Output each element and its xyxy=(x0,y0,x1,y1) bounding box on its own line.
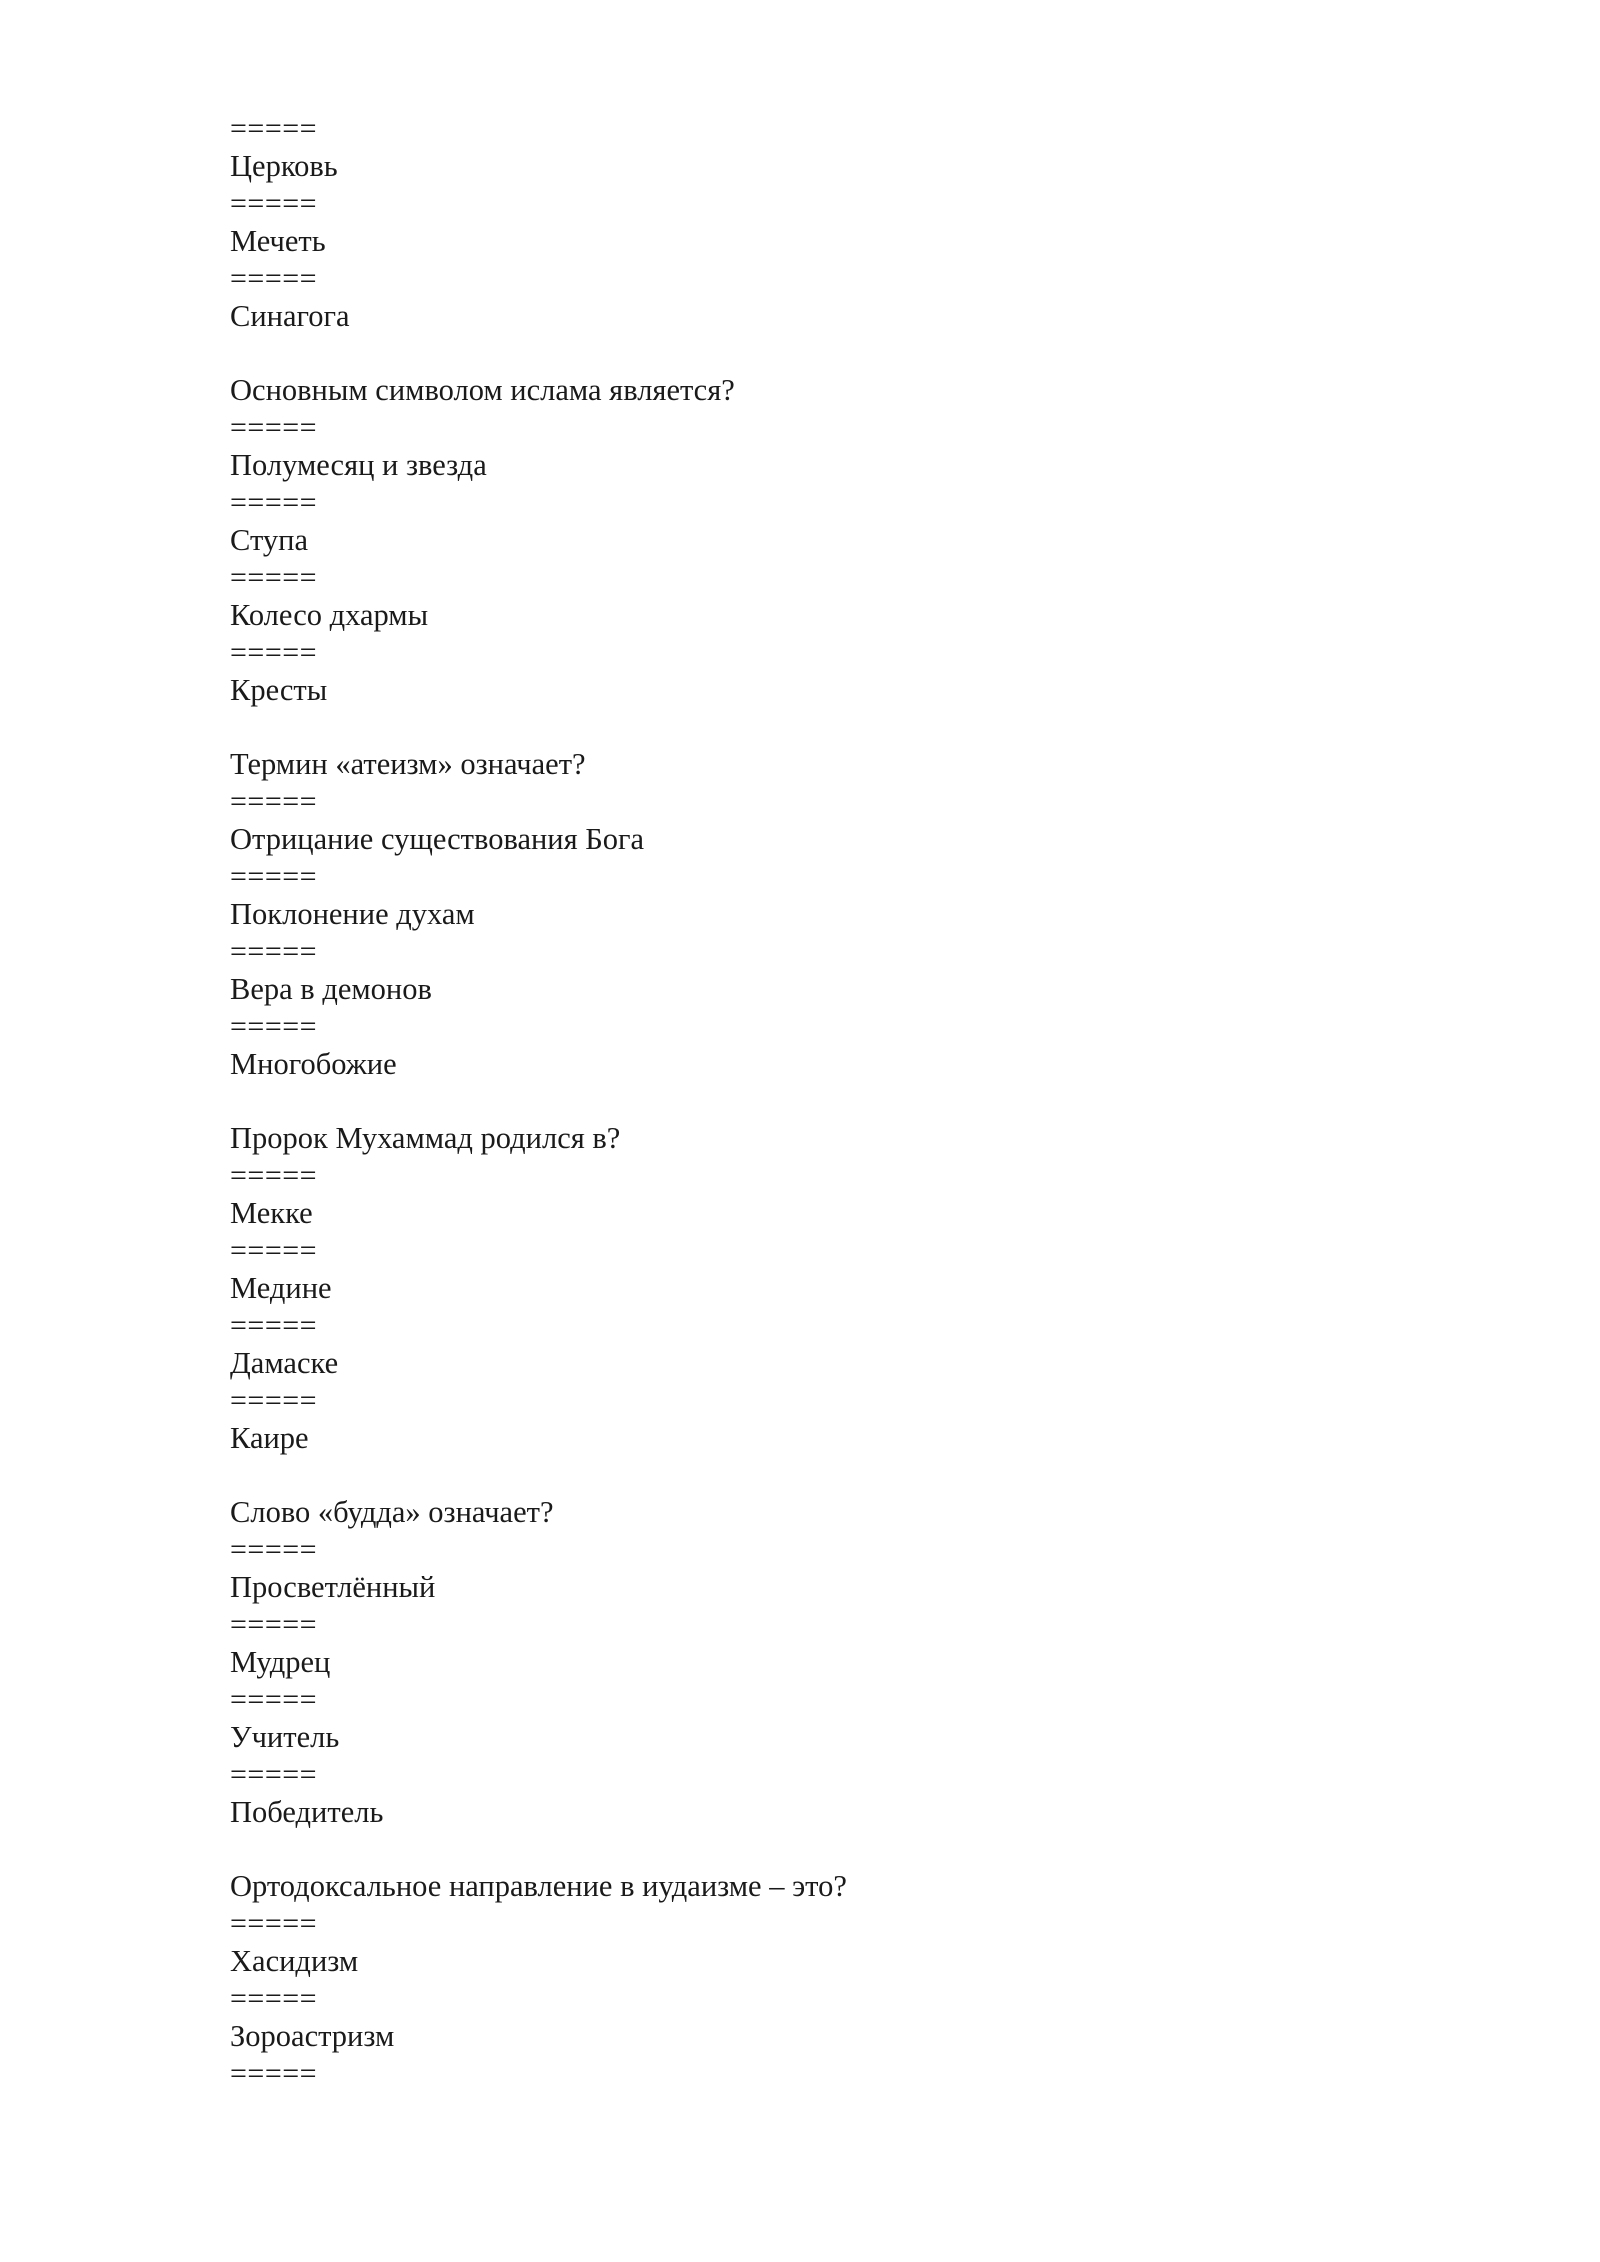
option-separator: ===== xyxy=(230,1533,318,1566)
block-gap xyxy=(230,1086,1430,1116)
option-separator: ===== xyxy=(230,112,318,145)
option-separator: ===== xyxy=(230,1159,318,1192)
option-separator: ===== xyxy=(230,1758,318,1791)
option-separator: ===== xyxy=(230,1309,318,1342)
option-text: Поклонение духам xyxy=(230,897,475,931)
option-text: Хасидизм xyxy=(230,1944,359,1978)
option-text: Мекке xyxy=(230,1196,313,1230)
option-text: Кресты xyxy=(230,673,328,707)
option-separator: ===== xyxy=(230,561,318,594)
option-separator: ===== xyxy=(230,1907,318,1940)
question-block xyxy=(230,742,1430,1086)
question-text: Пророк Мухаммад родился в? xyxy=(230,1121,621,1155)
option-text: Медине xyxy=(230,1271,332,1305)
option-text: Многобожие xyxy=(230,1047,397,1081)
option-text: Каире xyxy=(230,1421,309,1455)
option-separator: ===== xyxy=(230,2057,318,2090)
option-text: Вера в демонов xyxy=(230,972,432,1006)
block-gap xyxy=(230,1834,1430,1864)
block-gap xyxy=(230,712,1430,742)
option-separator: ===== xyxy=(230,486,318,519)
option-separator: ===== xyxy=(230,262,318,295)
option-text: Дамаске xyxy=(230,1346,339,1380)
document-content xyxy=(230,113,1430,2089)
block-gap xyxy=(230,338,1430,368)
option-separator: ===== xyxy=(230,1384,318,1417)
option-separator: ===== xyxy=(230,1234,318,1267)
question-text: Ортодоксальное направление в иудаизме – это? xyxy=(230,1869,847,1903)
option-text: Зороастризм xyxy=(230,2019,395,2053)
option-text: Полумесяц и звезда xyxy=(230,448,487,482)
question-block xyxy=(230,1864,1430,2089)
question-block xyxy=(230,1490,1430,1834)
question-text: Термин «атеизм» означает? xyxy=(230,747,586,781)
option-separator: ===== xyxy=(230,1683,318,1716)
block-gap xyxy=(230,1460,1430,1490)
option-separator: ===== xyxy=(230,860,318,893)
option-text: Отрицание существования Бога xyxy=(230,822,645,856)
question-text: Основным символом ислама является? xyxy=(230,373,735,407)
option-text: Мечеть xyxy=(230,224,326,258)
option-text: Ступа xyxy=(230,523,308,557)
intro-options xyxy=(230,113,1430,338)
option-separator: ===== xyxy=(230,187,318,220)
question-block xyxy=(230,1116,1430,1460)
option-separator: ===== xyxy=(230,1608,318,1641)
option-text: Мудрец xyxy=(230,1645,331,1679)
option-separator: ===== xyxy=(230,411,318,444)
option-separator: ===== xyxy=(230,636,318,669)
option-text: Синагога xyxy=(230,299,350,333)
option-separator: ===== xyxy=(230,935,318,968)
option-separator: ===== xyxy=(230,1982,318,2015)
option-separator: ===== xyxy=(230,785,318,818)
option-text: Колесо дхармы xyxy=(230,598,429,632)
option-separator: ===== xyxy=(230,1010,318,1043)
option-text: Учитель xyxy=(230,1720,340,1754)
option-text: Победитель xyxy=(230,1795,384,1829)
question-text: Слово «будда» означает? xyxy=(230,1495,554,1529)
option-text: Церковь xyxy=(230,149,338,183)
option-text: Просветлённый xyxy=(230,1570,436,1604)
question-block xyxy=(230,368,1430,712)
